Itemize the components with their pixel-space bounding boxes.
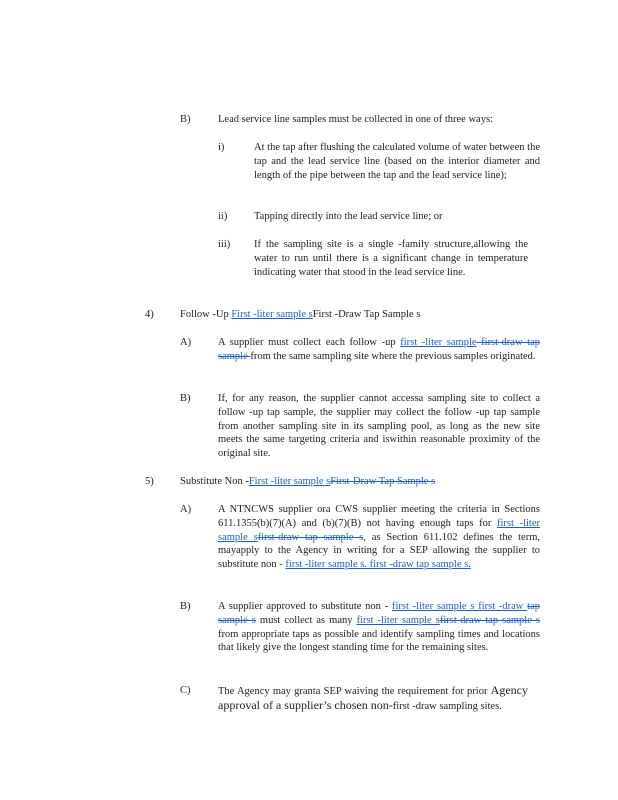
section-4a-label: A) [180, 337, 192, 348]
section-5b-inserted-2: first -liter sample s [356, 614, 440, 626]
section-5a-text [218, 503, 540, 572]
section-5b-label: B) [180, 601, 191, 612]
section-5-heading-inserted: First -liter sample s [248, 476, 331, 487]
section-5c-text [218, 684, 528, 714]
section-5c-text-1: The Agency may granta SEP waiving the requirement for prior [218, 686, 491, 697]
section-5b-text [218, 600, 540, 655]
section-5-heading-deleted: First-Draw Tap Sample s [330, 476, 436, 487]
section-4-heading-inserted: First -liter sample s [231, 309, 313, 320]
item-ii-text: Tapping directly into the lead service line; or [254, 211, 443, 222]
section-5b-text-1: A supplier approved to substitute non - [218, 601, 392, 612]
section-b-text: Lead service line samples must be collected in one of three ways: [218, 114, 493, 125]
section-4a-inserted: first -liter sample [400, 337, 477, 348]
item-i-label: i) [218, 142, 225, 153]
section-5b-deleted-2: first-draw tap sample s [439, 614, 541, 626]
item-iii-text: If the sampling site is a single -family structure,allowing the water to run until there is a significant change in temperature indicating water that stood in the lead service line. [254, 239, 528, 278]
section-4b-label: B) [180, 393, 191, 404]
section-5a-text-3: first -draw tap sample s. [367, 559, 471, 571]
section-5b-deleted-1: tap sample s [218, 601, 540, 626]
section-5a-inserted-2: first -liter sample s. [285, 559, 368, 571]
item-ii-label: ii) [218, 211, 228, 222]
section-5a-text-2: , as Section 611.102 defines the term, mayapply to the Agency in writing for a SEP allowing the supplier to substitute non - [218, 531, 541, 571]
section-4-heading-original: First -Draw Tap Sample s [312, 309, 421, 320]
section-4-heading [180, 308, 510, 322]
section-5b-text-4: from appropriate taps as possible and identify sampling times and locations that likely give the longest standing time for the remaining sites. [218, 628, 540, 654]
item-i-text: At the tap after flushing the calculated volume of water between the tap and the lead service line (based on the interior diameter and length of the pipe between the tap and the lead service line); [254, 142, 540, 181]
section-5-heading [180, 475, 510, 489]
section-4b-text: If, for any reason, the supplier cannot accessa sampling site to collect a follow -up tap sample, the supplier may collect the follow -up tap sample from another sampling site in its sampling pool, as long as the new site meets the same targeting criteria and iswithin reasonable proximity of the original site. [218, 393, 540, 460]
section-5c-text-2: Agency approval of a supplier’s chosen non- [218, 683, 528, 712]
section-5b-inserted-1: first -liter sample s [391, 601, 475, 612]
section-4a-text-2: from the same sampling site where the previous samples originated. [250, 350, 536, 362]
section-5c-text-3: first -draw sampling sites. [392, 700, 502, 712]
item-iii-label: iii) [218, 239, 231, 250]
section-b-label: B) [180, 114, 191, 125]
section-5b-text-2: first -draw [474, 601, 528, 612]
section-4-label: 4) [145, 309, 154, 320]
section-5c-label: C) [180, 685, 191, 696]
section-5-heading-prefix: Substitute Non - [180, 476, 249, 487]
section-5a-text-1: A NTNCWS supplier ora CWS supplier meeting the criteria in Sections 611.1355(b)(7)(A) and (b)(7)(B) not having enough taps for [218, 504, 540, 529]
section-5b-text-3: must collect as many [255, 614, 357, 626]
section-5a-deleted-1: first-draw tap sample s [257, 531, 364, 543]
section-5a-inserted-1: first -liter sample s [218, 517, 540, 543]
section-5a-label: A) [180, 504, 192, 515]
section-4a-text-1: A supplier must collect each follow -up [218, 337, 401, 348]
section-5-label: 5) [145, 476, 154, 487]
section-4a-text [218, 336, 540, 364]
section-4a-deleted: first-draw tap sample [218, 337, 540, 362]
section-4-heading-prefix: Follow -Up [180, 309, 232, 320]
